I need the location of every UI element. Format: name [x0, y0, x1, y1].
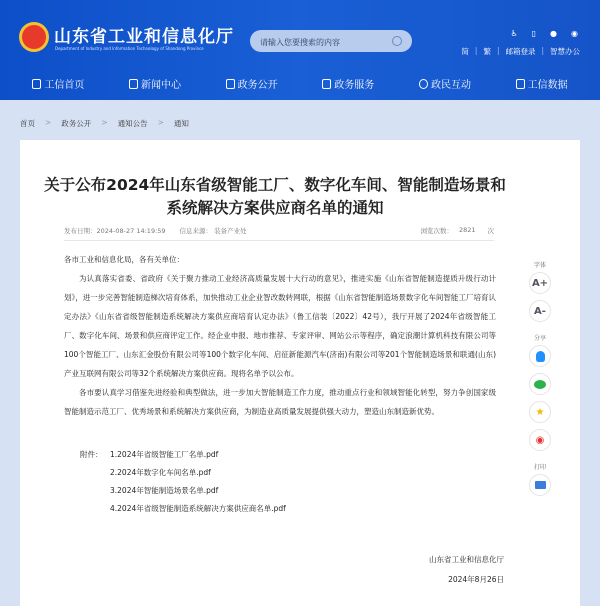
- font-label: 字体: [533, 262, 546, 269]
- search-input[interactable]: [250, 32, 380, 54]
- weibo-icon: ◉: [535, 434, 545, 446]
- nav-label: 政务公开: [237, 80, 278, 91]
- paragraph: 各市要认真学习借鉴先进经验和典型做法，进一步加大智能制造工作力度，推动重点行业和领域智能化转型，努力争创国家级智能制造示范工厂、优秀场景和系统解决方案供应商，为制造业高质量发展提供强大动力，塑造山东制造新优势。: [64, 388, 496, 416]
- simplified-link[interactable]: 简: [461, 47, 469, 56]
- signature: [429, 550, 504, 590]
- views-unit: 次: [487, 227, 494, 235]
- star-icon: ★: [535, 406, 545, 418]
- printer-icon: [535, 481, 546, 489]
- nav-label: 政民互动: [430, 80, 471, 91]
- smart-office-link[interactable]: 智慧办公: [550, 47, 580, 56]
- site-subtitle: Department of Industry and Information Technology of Shandong Province: [55, 46, 204, 51]
- breadcrumb-separator: >: [101, 118, 108, 127]
- share-wechat-button[interactable]: [529, 373, 551, 395]
- monitor-icon: [226, 79, 235, 89]
- attachment-link[interactable]: 3.2024年智能制造场景名单.pdf: [110, 486, 219, 495]
- share-weibo-button[interactable]: [529, 429, 551, 451]
- breadcrumb: [20, 118, 189, 129]
- nav-interaction[interactable]: [419, 76, 471, 91]
- national-emblem-logo: [19, 22, 49, 52]
- search-box: [250, 30, 412, 52]
- news-icon: [129, 79, 138, 89]
- interaction-icon: [419, 79, 428, 89]
- nav-services[interactable]: [322, 76, 374, 91]
- share-favorite-button[interactable]: [529, 401, 551, 423]
- accessibility-icon[interactable]: ♿: [510, 29, 518, 38]
- nav-label: 政务服务: [334, 80, 375, 91]
- breadcrumb-separator: >: [157, 118, 164, 127]
- views-label: 浏览次数：: [420, 227, 453, 235]
- attachment-link[interactable]: 1.2024年省级智能工厂名单.pdf: [110, 450, 219, 459]
- nav-label: 工信首页: [44, 80, 85, 91]
- breadcrumb-notices[interactable]: 通知公告: [117, 119, 148, 128]
- email-login-link[interactable]: 邮箱登录: [505, 47, 536, 56]
- source: 信息来源： 装备产业处: [179, 227, 247, 235]
- wechat-icon[interactable]: ●: [550, 29, 558, 38]
- font-increase-button[interactable]: A+: [529, 272, 551, 294]
- signer: 山东省工业和信息化厅: [429, 555, 504, 564]
- sign-date: 2024年8月26日: [448, 575, 504, 584]
- home-icon: [32, 79, 41, 89]
- paragraph: 为认真落实省委、省政府《关于聚力推动工业经济高质量发展十大行动的意见》，推进实施《山东省智能制造提质升级行动计划》，进一步完善智能制造梯次培育体系，加快推动工业企业智改数转网联，根据《山东省智能制造场景数字化车间智能工厂培育认定办法》《山东省省级智能制造系统解决方案供应商培育认定办法》（鲁工信装〔2022〕42号），我厅开展了2024年省级智能工厂、数字化车间、场景和供应商评定工作。经企业申报、地市推荐、专家评审、网站公示等程序，确定浪潮计算机科技有限公司等100个智能工厂、山东汇金股份有限公司等100个数字化车间、启征新能源汽车(济南)有限公司等201个智能制造场景和联通(山东)产业互联网有限公司等32个系统解决方案供应商。现将名单予以公布。: [64, 274, 496, 378]
- attachments-label: 附件：: [80, 450, 103, 459]
- attachments: [80, 446, 286, 518]
- document-icon: [322, 79, 331, 89]
- article-title: 关于公布2024年山东省级智能工厂、数字化车间、智能制造场景和系统解决方案供应商名单的通知: [44, 176, 506, 217]
- breadcrumb-home[interactable]: 首页: [20, 119, 35, 128]
- nav-data[interactable]: [516, 76, 568, 91]
- article-meta: [64, 226, 494, 235]
- search-icon[interactable]: [392, 36, 402, 46]
- print-label: 打印: [533, 464, 546, 471]
- database-icon: [516, 79, 525, 89]
- publish-date: 发布日期：2024-08-27 14:19:59: [64, 227, 166, 235]
- nav-home[interactable]: [32, 76, 84, 91]
- qq-icon: [536, 351, 545, 362]
- print-button[interactable]: [529, 474, 551, 496]
- breadcrumb-current[interactable]: 通知: [173, 119, 189, 128]
- nav-label: 新闻中心: [140, 80, 181, 91]
- article-tools: [528, 260, 552, 499]
- site-header: 山东省工业和信息化厅 Department of Industry and Information Technology of Shandong Province 请输入您要搜索的内容 ♿ ▯ ● ◉ 简 | 繁 | 邮箱登录 | 智慧办公 工信首页 新闻中心 政务公开 政务服务 政民互动 工信数据: [0, 0, 600, 100]
- site-title[interactable]: 山东省工业和信息化厅: [54, 27, 234, 47]
- share-label: 分享: [533, 335, 546, 342]
- mobile-icon[interactable]: ▯: [531, 29, 537, 38]
- nav-label: 工信数据: [527, 80, 568, 91]
- nav-news[interactable]: [129, 76, 181, 91]
- views-count: 2821: [458, 226, 476, 234]
- wechat-icon: [534, 380, 546, 389]
- breadcrumb-separator: >: [45, 118, 52, 127]
- divider: [64, 240, 494, 241]
- weibo-icon[interactable]: ◉: [571, 29, 578, 38]
- share-qq-button[interactable]: [529, 345, 551, 367]
- breadcrumb-disclosure[interactable]: 政务公开: [61, 119, 92, 128]
- salutation: 各市工业和信息化局，各有关单位：: [64, 255, 184, 264]
- traditional-link[interactable]: 繁: [483, 47, 491, 56]
- article-body: [64, 250, 496, 421]
- attachment-link[interactable]: 4.2024年省级智能制造系统解决方案供应商名单.pdf: [110, 504, 286, 513]
- font-decrease-button[interactable]: A-: [529, 300, 551, 322]
- nav-disclosure[interactable]: [226, 76, 278, 91]
- attachment-link[interactable]: 2.2024年数字化车间名单.pdf: [110, 468, 211, 477]
- main-nav: [0, 76, 600, 91]
